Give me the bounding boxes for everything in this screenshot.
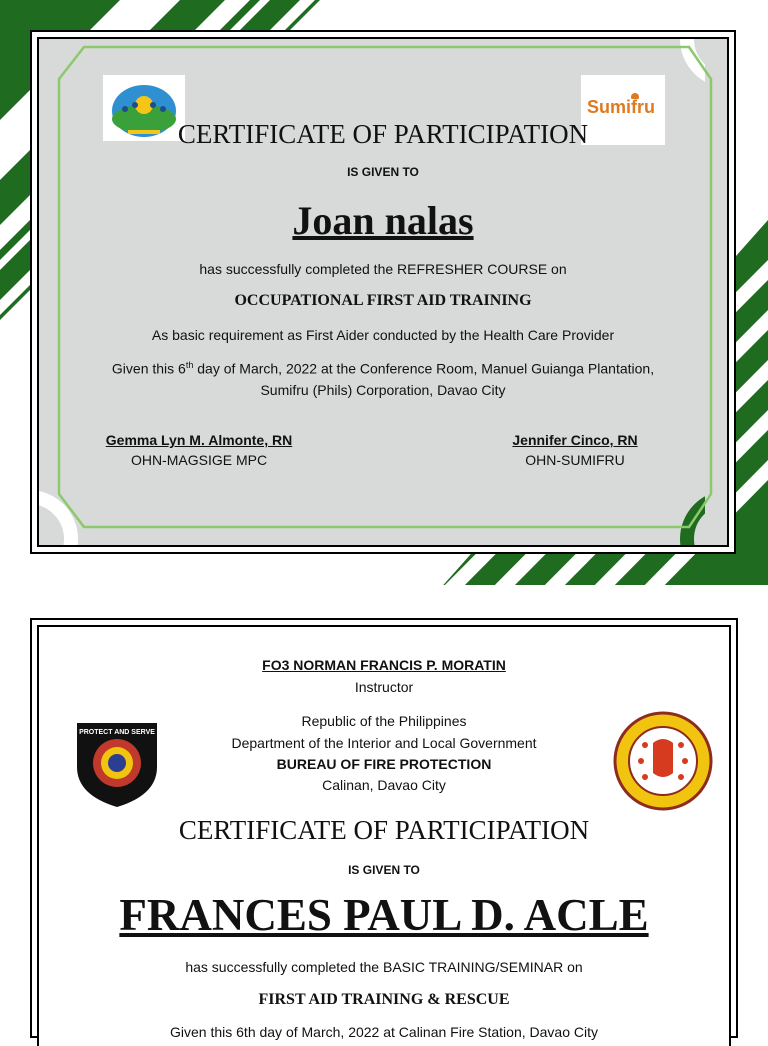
signatory-right-role: OHN-SUMIFRU [525, 452, 625, 468]
certificate-2-panel [37, 625, 731, 1046]
course-title: OCCUPATIONAL FIRST AID TRAINING [234, 292, 532, 309]
instructor-role: Instructor [354, 679, 414, 695]
given-to-label-2: IS GIVEN TO [348, 863, 420, 877]
completion-statement: has successfully completed the REFRESHER COURSE on [199, 261, 567, 277]
given-to-label: IS GIVEN TO [347, 165, 419, 179]
recipient-name: Joan nalas [292, 198, 474, 243]
certificate-2-title: CERTIFICATE OF PARTICIPATION [178, 815, 590, 845]
certificate-title: CERTIFICATE OF PARTICIPATION [177, 119, 589, 149]
republic-text: Republic of the Philippines [301, 713, 467, 729]
signatory-left [79, 432, 319, 468]
signatory-right [475, 432, 675, 468]
location-text: Calinan, Davao City [322, 777, 446, 793]
bfp-seal-icon [71, 715, 163, 809]
bureau-text: BUREAU OF FIRE PROTECTION [276, 756, 492, 772]
signatory-left-role: OHN-MAGSIGE MPC [130, 452, 268, 468]
signatory-right-name: Jennifer Cinco, RN [512, 432, 638, 448]
given-date-partial: Given this 6th day of March, 2022 at Calinan Fire Station, Davao City [170, 1024, 598, 1040]
certificate-1-panel [37, 37, 729, 547]
given-date-line-1: Given this 6th day of March, 2022 at the Conference Room, Manuel Guianga Plantation, [111, 360, 655, 377]
dilg-seal-icon [611, 709, 715, 813]
recipient-name-2: FRANCES PAUL D. ACLE [119, 890, 649, 940]
completion-statement-2: has successfully completed the BASIC TRAINING/SEMINAR on [185, 959, 583, 975]
requirement-statement: As basic requirement as First Aider conducted by the Health Care Provider [151, 327, 615, 343]
department-text: Department of the Interior and Local Government [231, 735, 537, 751]
course-title-2: FIRST AID TRAINING & RESCUE [258, 991, 510, 1008]
certificate-1 [30, 30, 736, 554]
certificate-2 [30, 618, 738, 1038]
instructor-name: FO3 NORMAN FRANCIS P. MORATIN [262, 657, 506, 673]
sumifru-logo-text: Sumifru [587, 97, 656, 117]
sun-icon [625, 89, 645, 99]
given-date-line-2: Sumifru (Phils) Corporation, Davao City [260, 382, 506, 398]
signatory-left-name: Gemma Lyn M. Almonte, RN [105, 432, 293, 448]
svg-text:PROTECT AND SERVE: PROTECT AND SERVE [79, 729, 155, 736]
